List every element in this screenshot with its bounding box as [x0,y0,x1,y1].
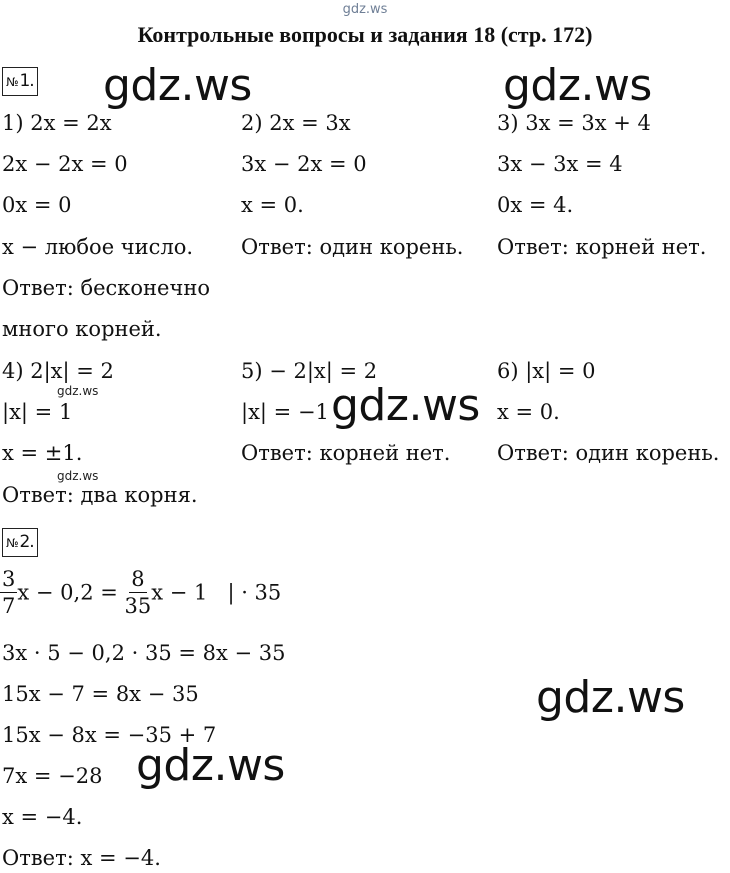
watermark-big-2: gdz.ws [503,60,652,111]
task1-col4-line-1: 4) 2|x| = 2 [2,359,114,383]
task1-col4-line-2: |x| = 1 [2,400,73,424]
fraction-numerator: 3 [2,567,16,591]
task2-line-5: x = −4. [2,805,83,829]
task1-col6-line-2: x = 0. [497,400,560,424]
task1-col5-line-3: Ответ: корней нет. [241,441,451,465]
task1-col2-line-3: x = 0. [241,193,304,217]
task1-col3-line-3: 0x = 4. [497,193,574,217]
task2-line-2: 15x − 7 = 8x − 35 [2,682,199,706]
task1-col4-line-3: x = ±1. [2,441,83,465]
task2-line-4: 7x = −28 [2,764,103,788]
watermark-big-1: gdz.ws [103,60,252,111]
task1-col1-line-1: 1) 2x = 2x [2,111,112,135]
task2-line-6: Ответ: x = −4. [2,846,161,870]
watermark-big-4: gdz.ws [536,672,685,723]
task1-col3-line-2: 3x − 3x = 4 [497,152,623,176]
task1-col4-line-4: Ответ: два корня. [2,483,198,507]
number-sign: № [6,75,18,89]
task1-col1-line-2: 2x − 2x = 0 [2,152,128,176]
watermark-big-3: gdz.ws [331,380,480,431]
task-1-label [2,67,38,96]
task1-col2-line-1: 2) 2x = 3x [241,111,351,135]
task-2-label [2,528,38,557]
equation-middle: x − 0,2 = [17,580,118,605]
task-1-number: 1. [19,71,34,91]
task1-col1-line-6: много корней. [2,317,162,341]
task1-col5-line-1: 5) − 2|x| = 2 [241,359,378,383]
task1-col3-line-1: 3) 3x = 3x + 4 [497,111,651,135]
task1-col2-line-4: Ответ: один корень. [241,235,464,259]
task1-col3-line-4: Ответ: корней нет. [497,235,707,259]
task-2-number: 2. [19,532,34,552]
task1-col5-line-2: |x| = −1 [241,400,329,424]
task2-line-1: 3x · 5 − 0,2 · 35 = 8x − 35 [2,641,286,665]
fraction-3-7 [0,566,17,619]
task1-col1-line-3: 0x = 0 [2,193,72,217]
equation-tail: x − 1 | · 35 [151,580,282,605]
task1-col2-line-2: 3x − 2x = 0 [241,152,367,176]
task2-line-3: 15x − 8x = −35 + 7 [2,723,217,747]
fraction-denominator: 7 [2,594,16,618]
number-sign: № [6,536,18,550]
task1-col1-line-4: x − любое число. [2,235,194,259]
page-title: Контрольные вопросы и задания 18 (стр. 172) [137,22,593,47]
watermark-small-1: gdz.ws [57,384,99,398]
watermark-small-2: gdz.ws [57,469,99,483]
watermark-top: gdz.ws [342,2,388,17]
task2-equation [0,566,281,619]
fraction-numerator: 8 [131,567,145,591]
watermark-big-5: gdz.ws [136,740,285,791]
task1-col6-line-1: 6) |x| = 0 [497,359,596,383]
task1-col1-line-5: Ответ: бесконечно [2,276,211,300]
task1-col6-line-3: Ответ: один корень. [497,441,720,465]
fraction-denominator: 35 [124,594,152,618]
fraction-8-35 [125,566,152,619]
